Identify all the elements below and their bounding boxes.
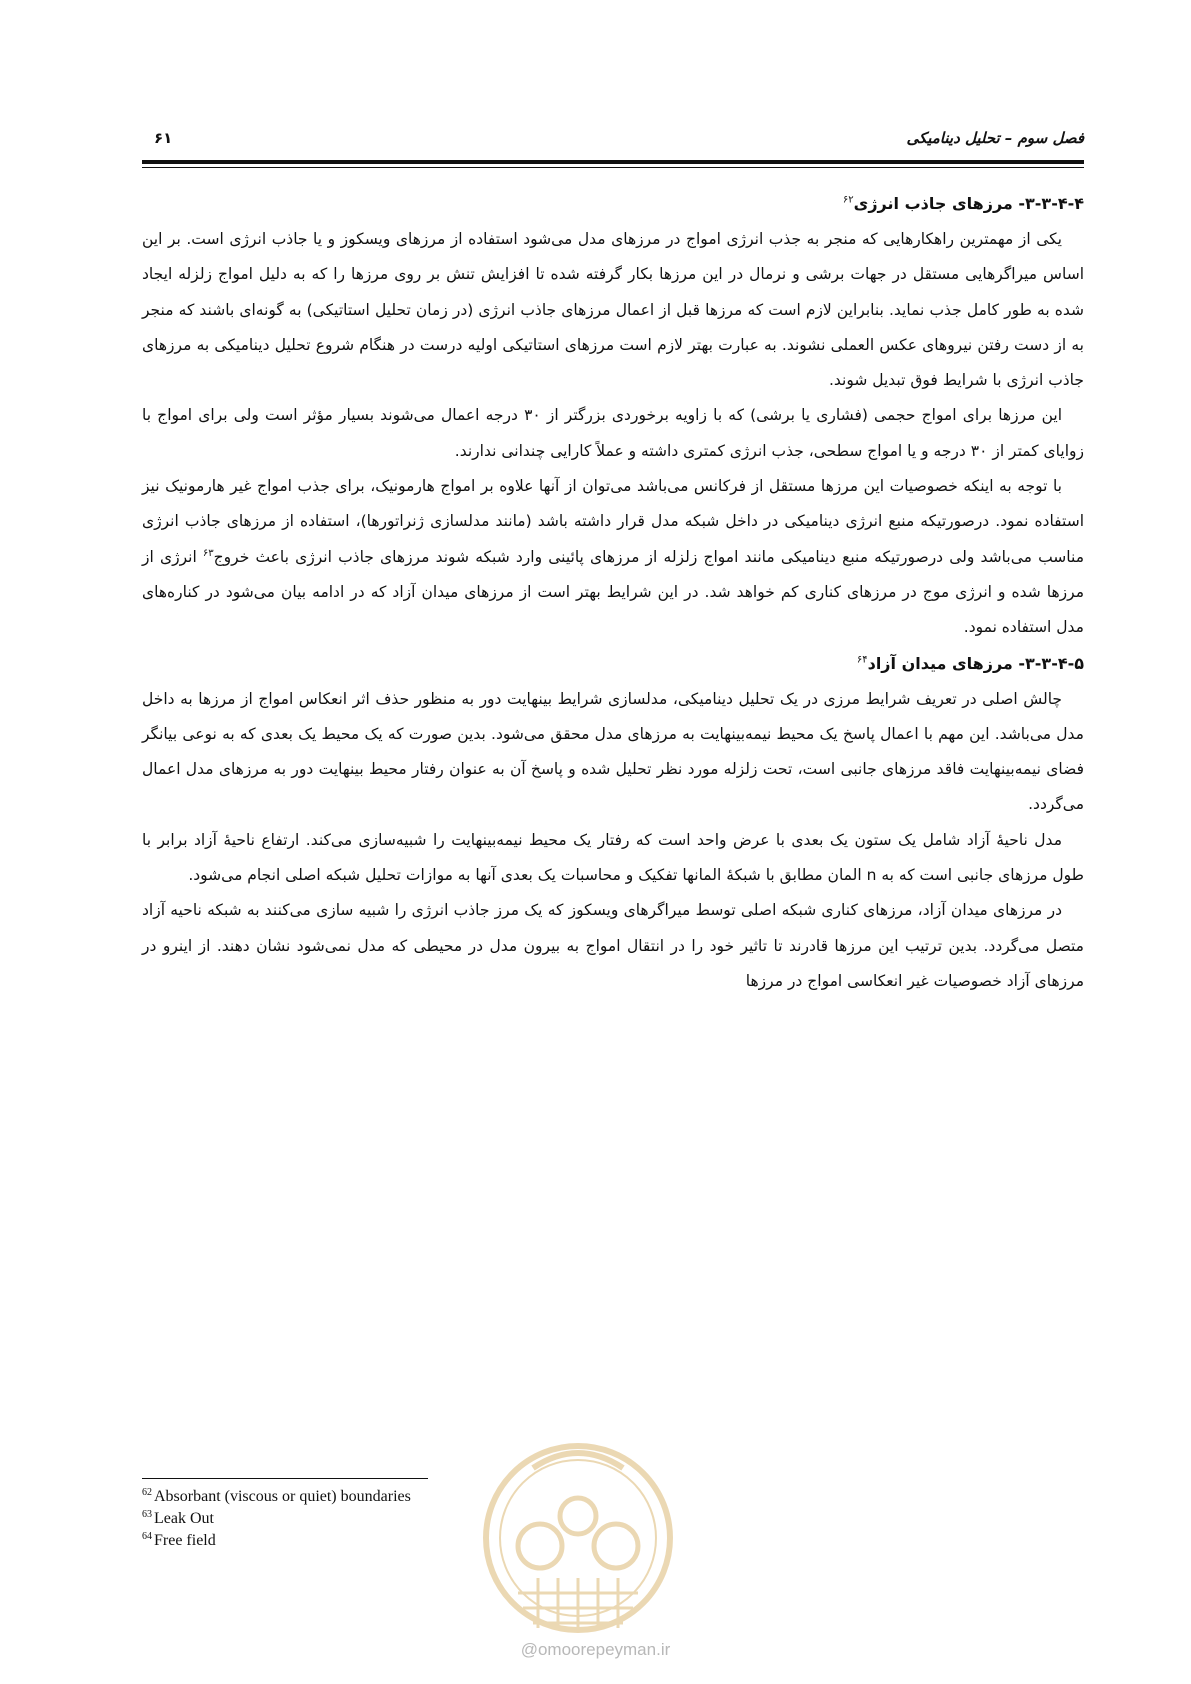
paragraph	[142, 398, 1084, 469]
section-heading	[142, 646, 1084, 682]
paragraph	[142, 682, 1084, 823]
footnote-reference: ۶۳	[202, 547, 214, 559]
footnote-text: Leak Out	[154, 1510, 214, 1527]
paragraph-text: انرژی از مرزها شده و انرژی موج در مرزهای کناری کم خواهد شد. در این شرایط بهتر است از مرزهای میدان آزاد که در ادامه بیان می‌شود در کناره‌های مدل استفاده نمود.	[142, 547, 1084, 637]
footnote-rule	[142, 1478, 428, 1479]
section-heading	[142, 186, 1084, 222]
footnote-number: 62	[142, 1486, 152, 1498]
paragraph-text: چالش اصلی در تعریف شرایط مرزی در یک تحلیل دینامیکی، مدلسازی شرایط بینهایت دور به منظور حذف اثر انعکاس امواج از مرزها به داخل مدل می‌باشد. این مهم با اعمال پاسخ یک محیط نیمه‌بینهایت به مرزهای مدل محقق می‌شود. بدین صورت که یک محیط یک بعدی که به نوعی بیانگر فضای نیمه‌بینهایت فاقد مرزهای جانبی است، تحت زلزله مورد نظر تحلیل شده و پاسخ آن به عنوان رفتار محیط بینهایت دور به مرزهای مدل اعمال می‌گردد.	[142, 689, 1084, 814]
paragraph	[142, 823, 1084, 894]
footnote-number: 63	[142, 1508, 152, 1520]
section-heading-text: ۳-۳-۴-۵- مرزهای میدان آزاد	[867, 653, 1084, 673]
watermark-seal	[478, 1428, 678, 1668]
footnote-number: 64	[142, 1530, 152, 1542]
header-rule-thick	[142, 160, 1084, 164]
section-heading-text: ۳-۳-۴-۴- مرزهای جاذب انرژی	[853, 194, 1084, 213]
paragraph	[142, 469, 1084, 645]
paragraph-text: یکی از مهمترین راهکارهایی که منجر به جذب انرژی امواج در مرزهای مدل می‌شود استفاده از مرزهای ویسکوز و یا جاذب انرژی است. بر این اساس میراگرهایی مستقل در جهات برشی و نرمال در این مرزها بکار گرفته شده تا افزایش تنش بر روی مرزها را که به دلیل امواج زلزله ایجاد شده به طور کامل جذب نماید. بنابراین لازم است که مرزها قبل از اعمال مرزهای جاذب انرژی (در زمان تحلیل استاتیکی) به گونه‌ای باشند که منجر به از دست رفتن نیروهای عکس العملی نشوند. به عبارت بهتر لازم است مرزهای استاتیکی اولیه درست در هنگام شروع تحلیل دینامیکی به مرزهای جاذب انرژی با شرایط فوق تبدیل شوند.	[142, 230, 1084, 390]
watermark-url: @omoorepeyman.ir	[520, 1640, 671, 1659]
page-number: ۶۱	[154, 129, 173, 147]
chapter-title: فصل سوم – تحلیل دینامیکی	[906, 129, 1084, 147]
header-rule-thin	[142, 167, 1084, 168]
paragraph	[142, 893, 1084, 999]
footnote-reference: ۶۴	[856, 654, 868, 666]
footnote-reference: ۶۲	[842, 194, 854, 206]
footnote-text: Free field	[154, 1532, 216, 1549]
paragraph-text: در مرزهای میدان آزاد، مرزهای کناری شبکه اصلی توسط میراگرهای ویسکوز که یک مرز جاذب انرژی را شبیه سازی می‌کنند به شبکه ناحیه آزاد متصل می‌گردد. بدین ترتیب این مرزها قادرند تا تاثیر خود را در انتقال امواج به بیرون مدل در محیطی که مدل نمی‌شود نشان دهند. از اینرو در مرزهای آزاد خصوصیات غیر انعکاسی امواج در مرزها	[142, 901, 1084, 990]
paragraph-text: این مرزها برای امواج حجمی (فشاری یا برشی) که با زاویه برخوردی بزرگتر از ۳۰ درجه اعمال می‌شوند بسیار مؤثر است ولی برای امواج با زوایای کمتر از ۳۰ درجه و یا امواج سطحی، جذب انرژی کمتری داشته و عملاً کارایی چندانی ندارند.	[142, 406, 1084, 460]
paragraph-text: با توجه به اینکه خصوصیات این مرزها مستقل از فرکانس می‌باشد می‌توان از آنها علاوه بر امواج هارمونیک، برای جذب امواج غیر هارمونیک نیز استفاده نمود. درصورتیکه منبع انرژی دینامیکی در داخل شبکه مدل قرار داشته باشد (مانند مدلسازی ژنراتورها)، استفاده از مرزهای جاذب انرژی مناسب می‌باشد ولی درصورتیکه منبع دینامیکی مانند امواج زلزله از مرزهای پائینی وارد شبکه شوند مرزهای جاذب انرژی باعث خروج	[142, 477, 1084, 566]
running-header	[142, 128, 1084, 152]
paragraph	[142, 222, 1084, 398]
footnote-text: Absorbant (viscous or quiet) boundaries	[154, 1488, 411, 1505]
body-text	[142, 186, 1084, 999]
paragraph-text: مدل ناحیۀ آزاد شامل یک ستون یک بعدی با عرض واحد است که رفتار یک محیط نیمه‌بینهایت را شبیه‌سازی می‌کند. ارتفاع ناحیۀ آزاد برابر با طول مرزهای جانبی است که به n المان مطابق با شبکۀ المانها تفکیک و محاسبات یک بعدی آنها به موازات تحلیل شبکه اصلی انجام می‌شود.	[142, 830, 1084, 885]
